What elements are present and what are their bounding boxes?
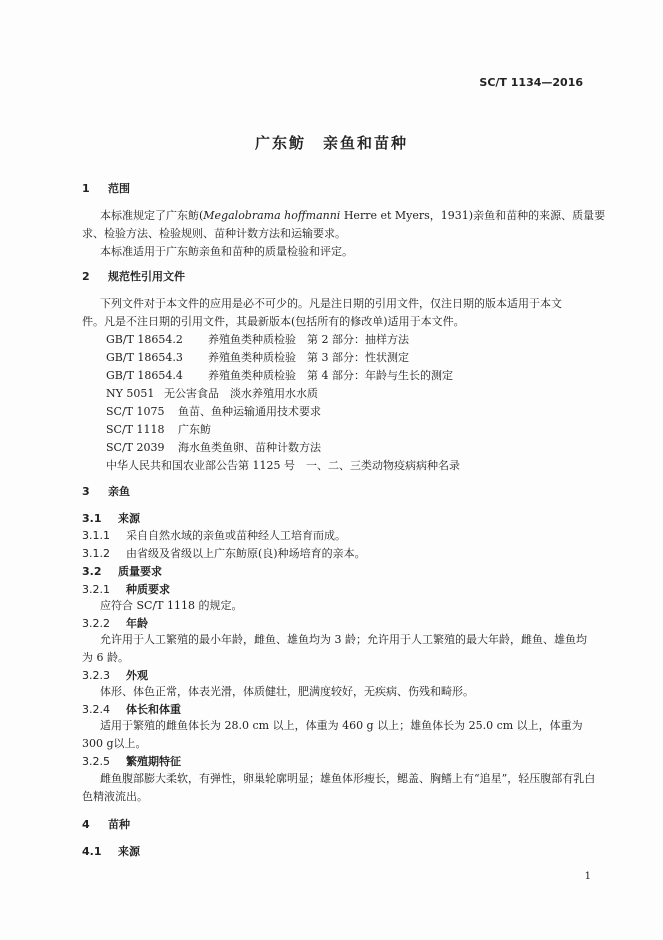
clause-title: 体长和体重 (126, 703, 181, 716)
clause-3-2-4-text-line-1: 适用于繁殖的雌鱼体长为 28.0 cm 以上，体重为 460 g 以上；雄鱼体长为 25.0 cm 以上，体重为 (100, 719, 583, 732)
reference-code: GB/T 18654.2 (106, 333, 183, 346)
reference-bulletin: 中华人民共和国农业部公告第 1125 号 一、二、三类动物疫病病种名录 (106, 459, 460, 472)
clause-3-2-5-heading (82, 753, 181, 771)
reference-item (106, 367, 453, 385)
clause-3-1-1 (82, 527, 346, 545)
scope-text: 本标准规定了广东鲂( (100, 209, 204, 222)
reference-item (106, 331, 409, 349)
clause-number: 3.2.1 (82, 583, 110, 596)
scope-paragraph-line-2: 求、检验方法、检验规则、苗种计数方法和运输要求。 (82, 227, 346, 240)
reference-code: SC/T 1075 (106, 405, 165, 418)
section-4-heading (82, 816, 130, 834)
standard-code: SC/T 1134—2016 (479, 76, 583, 89)
reference-code: SC/T 2039 (106, 441, 165, 454)
clause-number: 3.2.3 (82, 669, 110, 682)
subsection-title: 来源 (118, 512, 140, 525)
section-number: 3 (82, 485, 90, 498)
clause-3-2-1-text: 应符合 SC/T 1118 的规定。 (100, 599, 243, 612)
subsection-number: 3.2 (82, 565, 102, 578)
reference-item (106, 385, 318, 403)
reference-item (106, 403, 321, 421)
page-number: 1 (584, 871, 591, 882)
clause-3-2-4-text-line-2: 300 g以上。 (82, 737, 147, 750)
clause-3-1-2 (82, 545, 366, 563)
clause-number: 3.2.4 (82, 703, 110, 716)
clause-title: 外观 (126, 669, 148, 682)
reference-code: NY 5051 (106, 387, 155, 400)
section-1-heading (82, 180, 130, 198)
clause-3-2-5-text-line-2: 色精液流出。 (82, 790, 148, 803)
reference-title: 无公害食品 淡水养殖用水水质 (164, 387, 318, 400)
clause-3-2-5-text-line-1: 雌鱼腹部膨大柔软，有弹性，卵巢轮廓明显；雄鱼体形瘦长，鳃盖、胸鳍上有“追星”，轻压腹部有乳白 (100, 772, 596, 785)
clause-3-2-2-text-line-2: 为 6 龄。 (82, 651, 129, 664)
subsection-4-1-heading (82, 843, 140, 861)
section-2-heading (82, 268, 185, 286)
section-number: 1 (82, 182, 90, 195)
reference-title: 养殖鱼类种质检验 第 3 部分：性状测定 (208, 351, 409, 364)
reference-code: SC/T 1118 (106, 423, 165, 436)
subsection-3-2-heading (82, 563, 162, 581)
section-3-heading (82, 483, 130, 501)
clause-number: 3.2.5 (82, 755, 110, 768)
clause-3-2-3-text: 体形、体色正常，体表光滑，体质健壮，肥满度较好，无疾病、伤残和畸形。 (100, 685, 474, 698)
clause-number: 3.1.1 (82, 529, 110, 542)
reference-title: 广东鲂 (178, 423, 211, 436)
section-title: 规范性引用文件 (108, 270, 185, 283)
section-number: 2 (82, 270, 90, 283)
section-number: 4 (82, 818, 90, 831)
reference-title: 鱼苗、鱼种运输通用技术要求 (178, 405, 321, 418)
scope-paragraph-line-1 (100, 207, 605, 225)
subsection-3-1-heading (82, 510, 140, 528)
clause-3-2-2-text-line-1: 允许用于人工繁殖的最小年龄，雌鱼、雄鱼均为 3 龄；允许用于人工繁殖的最大年龄，雌鱼、雄鱼均 (100, 633, 587, 646)
subsection-title: 质量要求 (118, 565, 162, 578)
clause-number: 3.2.2 (82, 617, 110, 630)
document-title: 广东鲂 亲鱼和苗种 (254, 134, 408, 152)
scope-text: Herre et Myers，1931)亲鱼和苗种的来源、质量要 (340, 209, 606, 222)
section-title: 范围 (108, 182, 130, 195)
reference-code: GB/T 18654.4 (106, 369, 183, 382)
reference-item (106, 421, 211, 439)
scope-latin-name: Megalobrama hoffmanni (203, 209, 341, 222)
clause-title: 种质要求 (126, 583, 170, 596)
subsection-number: 3.1 (82, 512, 102, 525)
reference-item (106, 439, 321, 457)
subsection-title: 来源 (118, 845, 140, 858)
reference-title: 养殖鱼类种质检验 第 2 部分：抽样方法 (208, 333, 409, 346)
clause-title: 年龄 (126, 617, 148, 630)
clause-title: 繁殖期特征 (126, 755, 181, 768)
subsection-number: 4.1 (82, 845, 102, 858)
reference-title: 海水鱼类鱼卵、苗种计数方法 (178, 441, 321, 454)
section-title: 苗种 (108, 818, 130, 831)
section-title: 亲鱼 (108, 485, 130, 498)
scope-paragraph-2: 本标准适用于广东鲂亲鱼和苗种的质量检验和评定。 (100, 245, 353, 258)
reference-item (106, 349, 409, 367)
reference-code: GB/T 18654.3 (106, 351, 183, 364)
references-intro-line-1: 下列文件对于本文件的应用是必不可少的。凡是注日期的引用文件，仅注日期的版本适用于本文 (100, 297, 562, 310)
clause-text: 采自自然水域的亲鱼或苗种经人工培育而成。 (126, 529, 346, 542)
references-intro-line-2: 件。凡是不注日期的引用文件，其最新版本(包括所有的修改单)适用于本文件。 (82, 315, 465, 328)
reference-title: 养殖鱼类种质检验 第 4 部分：年龄与生长的测定 (208, 369, 453, 382)
clause-number: 3.1.2 (82, 547, 110, 560)
clause-text: 由省级及省级以上广东鲂原(良)种场培育的亲本。 (126, 547, 366, 560)
